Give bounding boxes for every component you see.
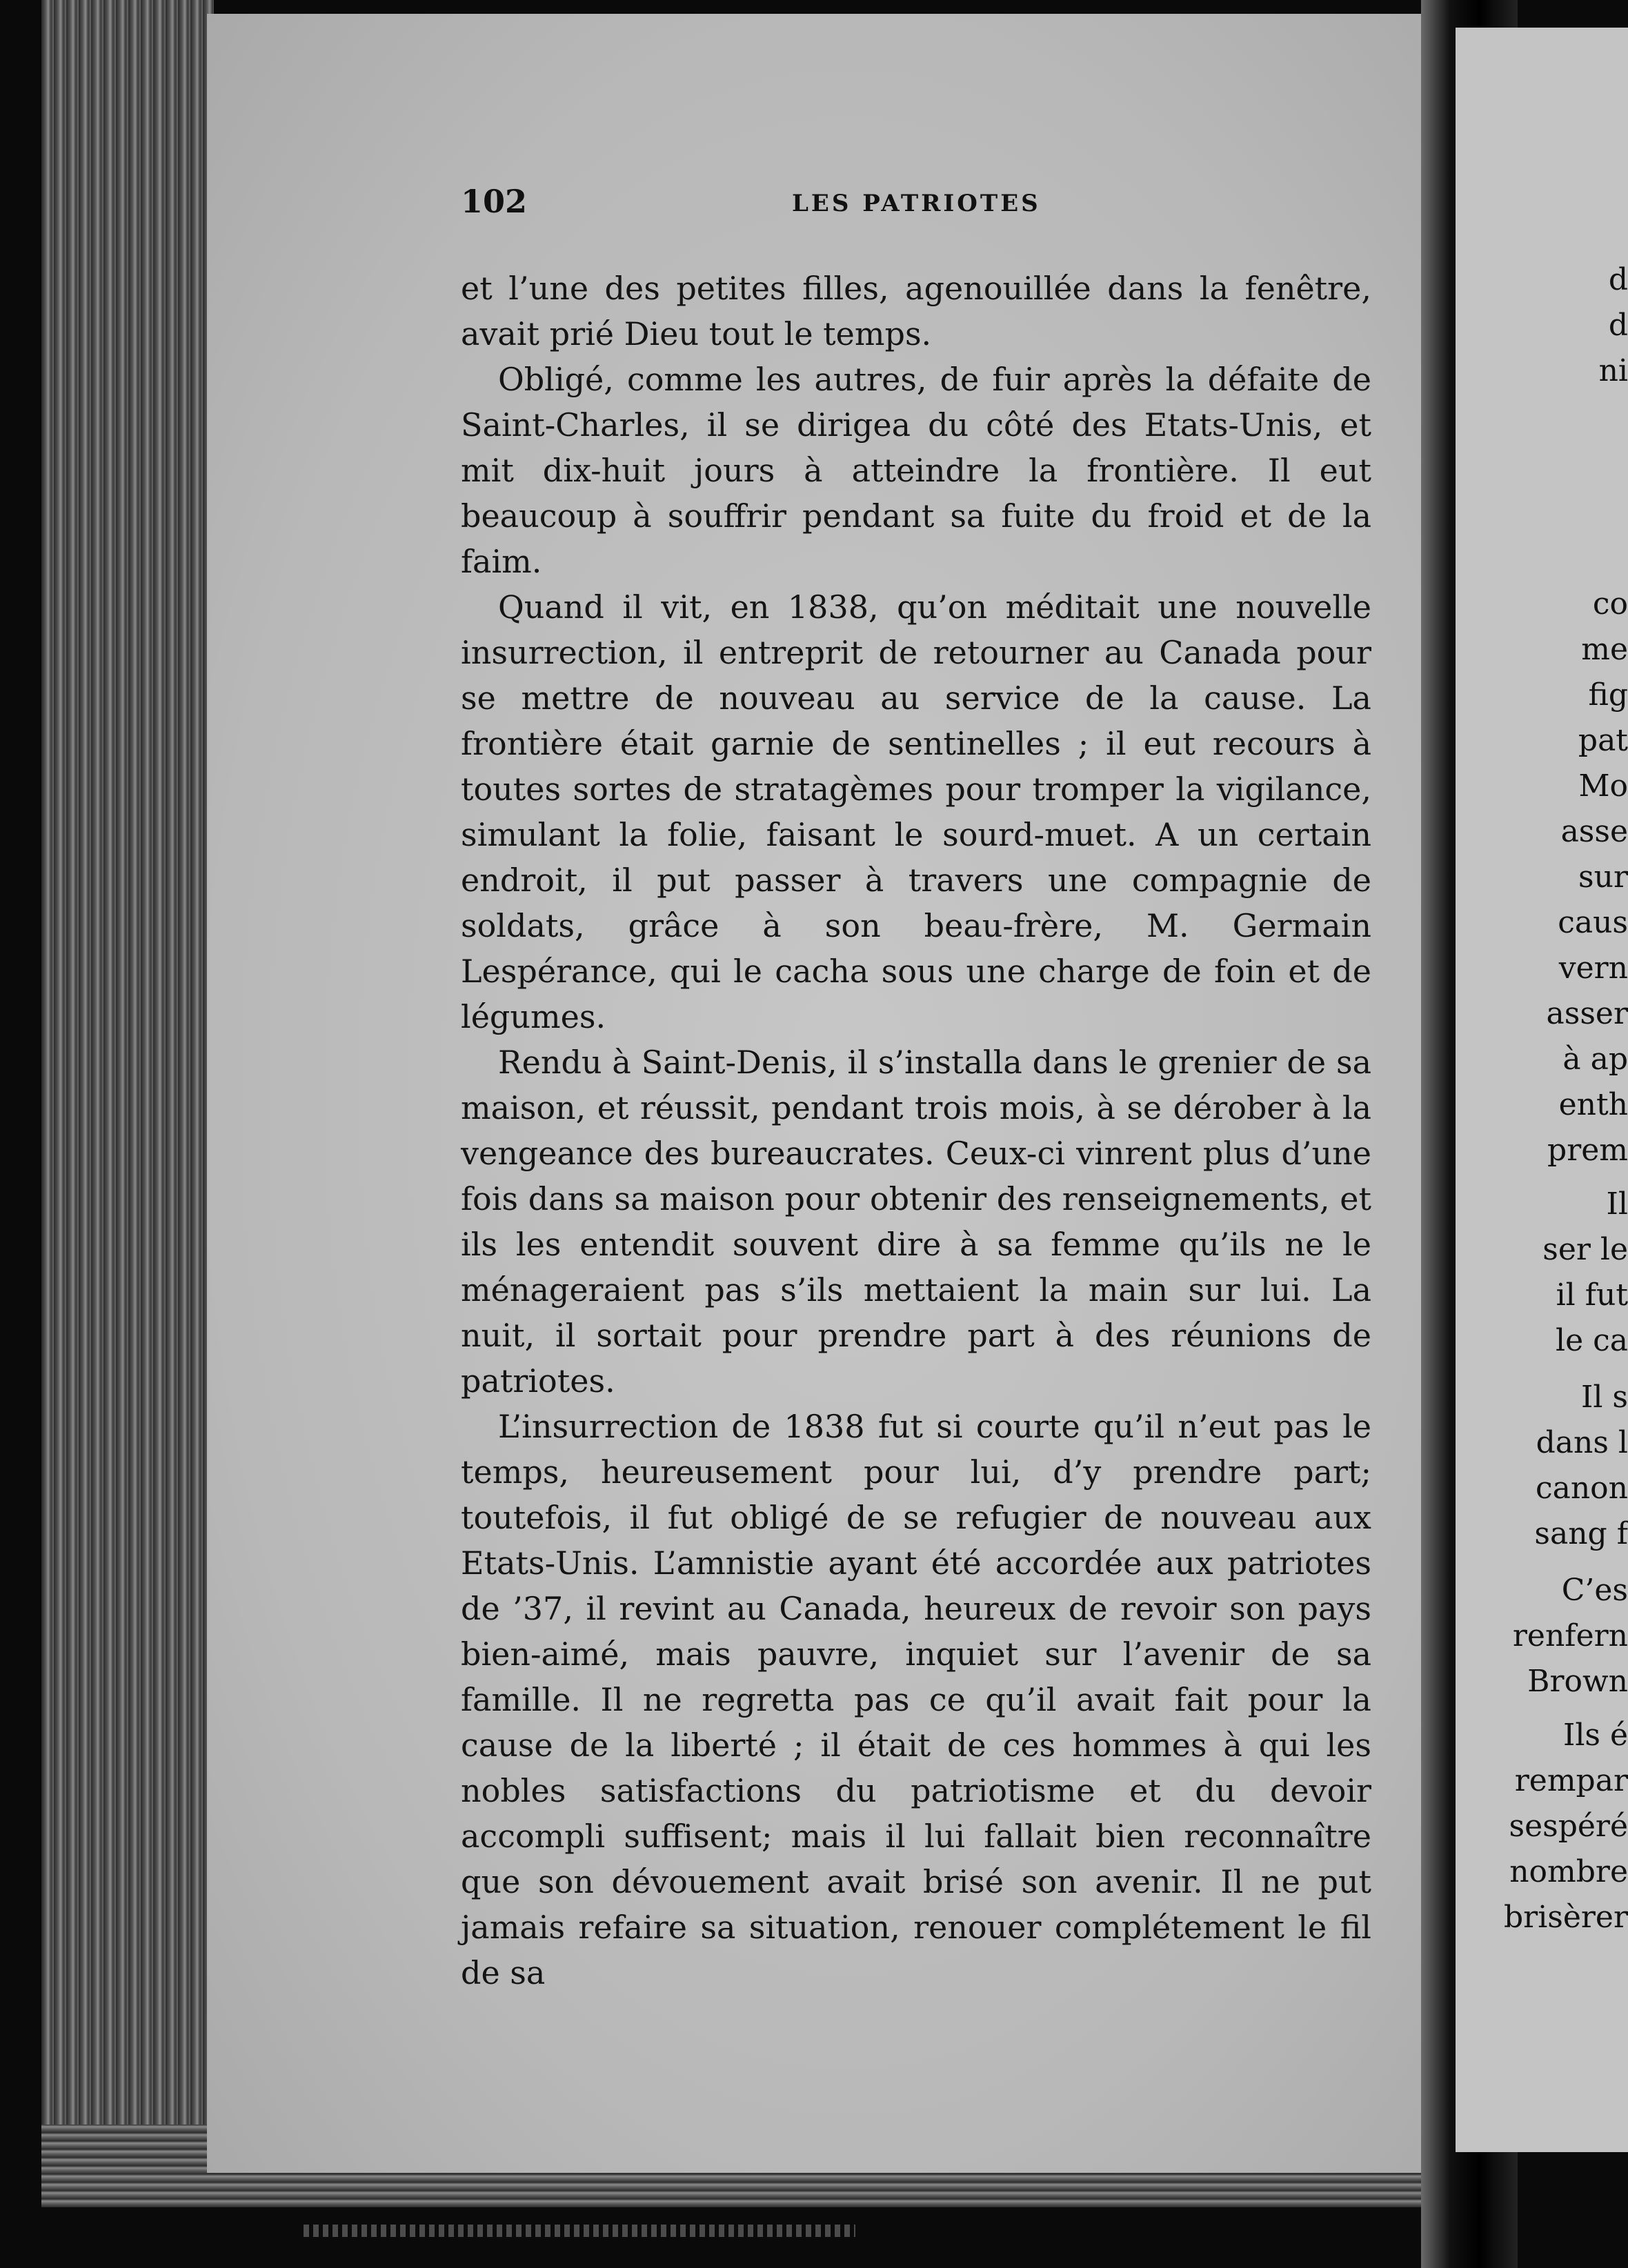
facing-line: nombre: [1509, 1854, 1628, 1889]
facing-line: renfern: [1512, 1618, 1628, 1653]
running-title: LES PATRIOTES: [792, 190, 1041, 217]
facing-line: C’es: [1561, 1573, 1628, 1608]
facing-line: asse: [1560, 814, 1628, 849]
bottom-edge-markings: [304, 2225, 855, 2237]
paragraph-1: et l’une des petites filles, agenouillée dans la fenêtre, avait prié Dieu tout le temps.: [461, 270, 1371, 352]
paragraph-5: L’insurrection de 1838 fut si courte qu’il n’eut pas le temps, heureusement pour lui, d’y prendre part; toutefois, il fut obligé de se refugier de nouveau aux Etats-Unis. L’amnistie ayant été accordée aux patriotes de ’37, il revint au Canada, heureux de revoir son pays bien-aimé, mais pauvre, inquiet sur l’avenir de sa famille. Il ne regretta pas ce qu’il avait fait pour la cause de la liberté ; il était de ces hommes à qui les nobles satisfactions du patriotisme et du devoir accompli suffisent; mais il lui fallait bien reconnaître que son dévouement avait brisé son avenir. Il ne put jamais refaire sa situation, renouer complétement le fil de sa: [461, 1408, 1371, 1991]
facing-line: d: [1608, 262, 1628, 297]
facing-line: brisèrer: [1504, 1900, 1628, 1935]
paragraph-2: Obligé, comme les autres, de fuir après la défaite de Saint-Charles, il se dirigea du côté des Etats-Unis, et mit dix-huit jours à atteindre la frontière. Il eut beaucoup à souffrir pendant sa fuite du froid et de la faim.: [461, 361, 1371, 580]
facing-line: à ap: [1562, 1042, 1628, 1077]
page-number: 102: [461, 183, 528, 220]
facing-line: prem: [1547, 1133, 1628, 1168]
facing-line: il fut: [1556, 1277, 1628, 1313]
facing-page-fragment: [1456, 28, 1628, 2152]
facing-line: me: [1581, 632, 1628, 667]
body-text: [461, 266, 1371, 1996]
facing-line: co: [1592, 586, 1628, 621]
facing-line: asser: [1546, 996, 1628, 1031]
book-page-edges: [41, 0, 214, 2194]
page-header: [461, 183, 1371, 224]
facing-line: ni: [1598, 353, 1628, 388]
facing-line: Brown: [1527, 1664, 1628, 1699]
facing-line: caus: [1558, 905, 1628, 940]
facing-line: d: [1608, 308, 1628, 343]
facing-line: le ca: [1556, 1323, 1628, 1358]
facing-line: sur: [1578, 859, 1628, 895]
facing-line: enth: [1558, 1087, 1628, 1122]
facing-line: ser le: [1542, 1232, 1628, 1267]
paragraph-4: Rendu à Saint-Denis, il s’installa dans le grenier de sa maison, et réussit, pendant trois mois, à se dérober à la vengeance des bureaucrates. Ceux-ci vinrent plus d’une fois dans sa maison pour obtenir des renseignements, et ils les entendit souvent dire à sa femme qu’ils ne le ménageraient pas s’ils mettaient la main sur lui. La nuit, il sortait pour prendre part à des réunions de patriotes.: [461, 1044, 1371, 1400]
facing-line: pat: [1578, 723, 1628, 758]
facing-line: Ils é: [1562, 1718, 1628, 1753]
facing-line: vern: [1558, 951, 1628, 986]
facing-line: dans l: [1536, 1425, 1628, 1460]
facing-line: rempar: [1514, 1763, 1628, 1798]
facing-line: fig: [1588, 677, 1628, 713]
facing-line: Mo: [1578, 768, 1628, 804]
facing-line: canon: [1535, 1471, 1628, 1506]
facing-line: sang f: [1534, 1516, 1628, 1551]
facing-line: sespéré: [1509, 1809, 1628, 1844]
paragraph-3: Quand il vit, en 1838, qu’on méditait une nouvelle insurrection, il entreprit de retourner au Canada pour se mettre de nouveau au service de la cause. La frontière était garnie de sentinelles ; il eut recours à toutes sortes de stratagèmes pour tromper la vigilance, simulant la folie, faisant le sourd-muet. A un certain endroit, il put passer à travers une compagnie de soldats, grâce à son beau-frère, M. Germain Lespérance, qui le cacha sous une charge de foin et de légumes.: [461, 588, 1371, 1035]
facing-line: Il: [1606, 1186, 1628, 1222]
facing-line: Il s: [1580, 1380, 1628, 1415]
